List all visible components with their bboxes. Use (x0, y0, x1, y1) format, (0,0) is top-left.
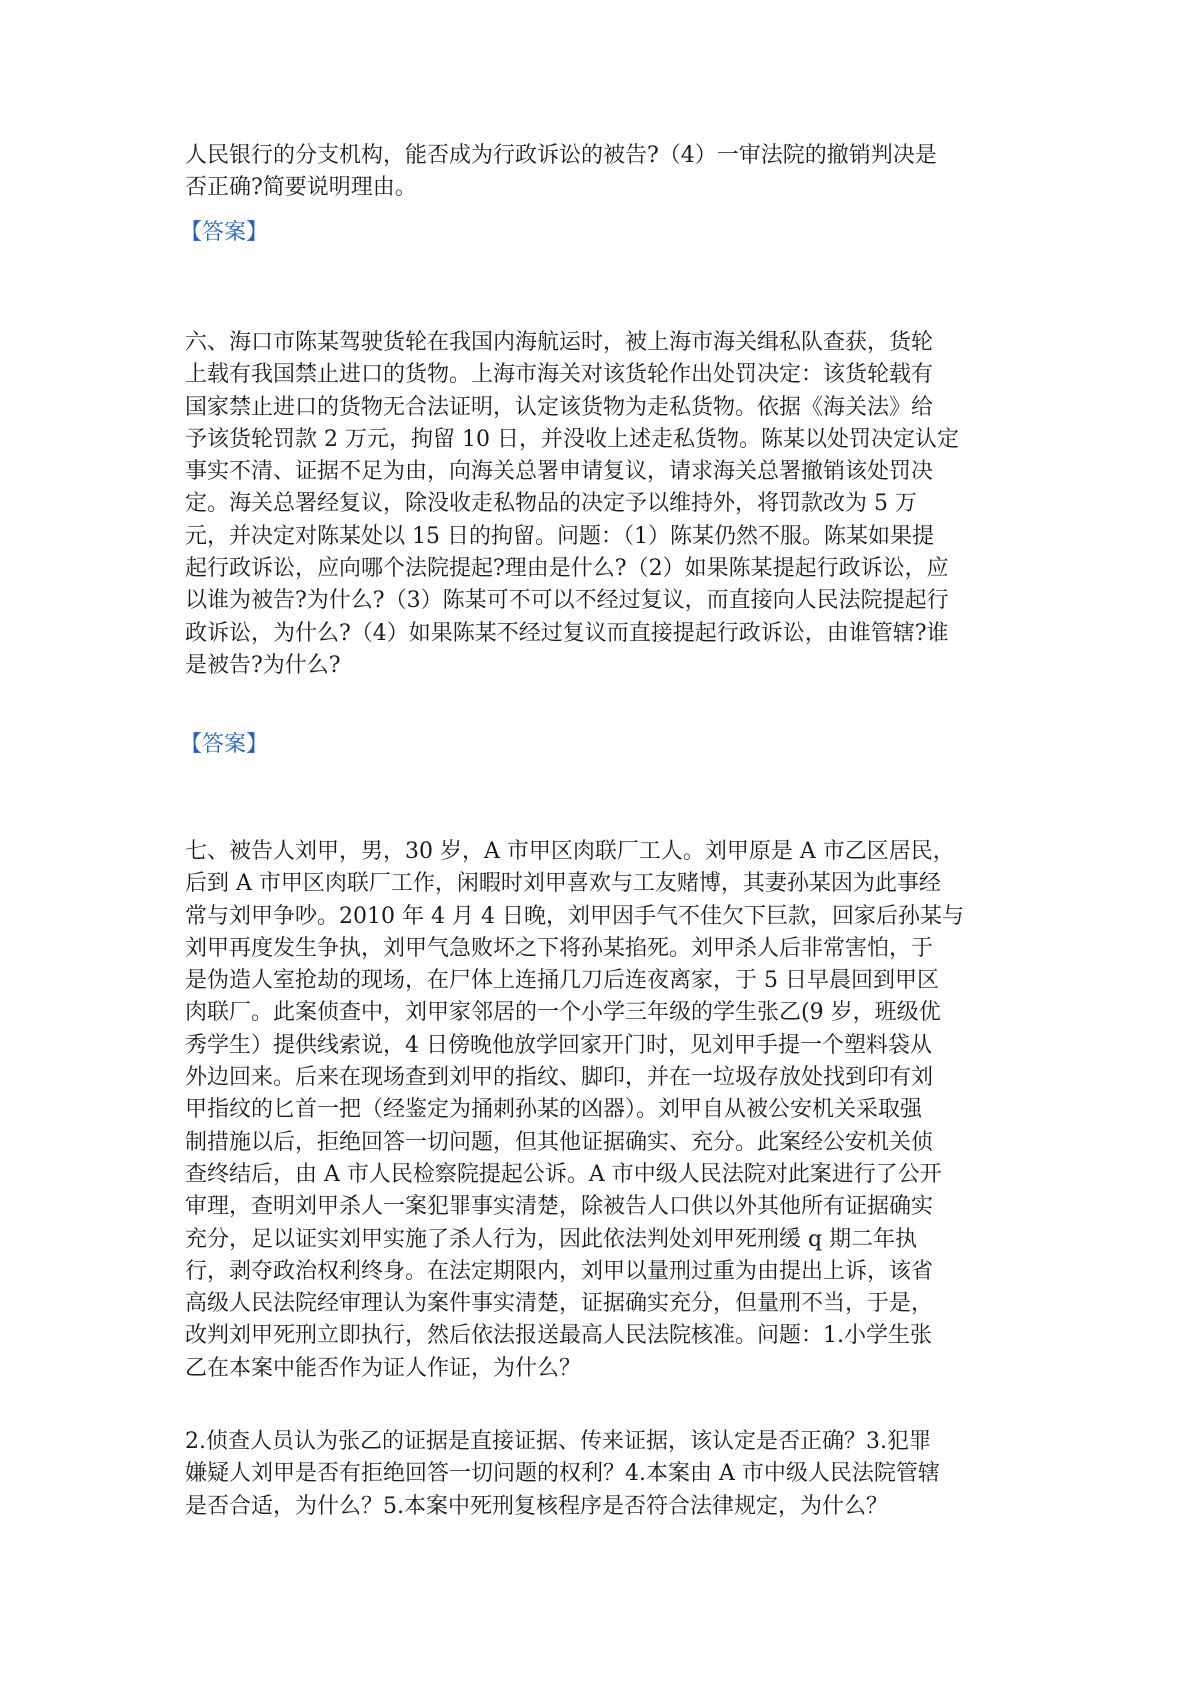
question-6 (185, 327, 1030, 682)
text-line: 是被告?为什么? (185, 652, 341, 678)
text-line: 定。海关总署经复议，除没收走私物品的决定予以维持外，将罚款改为 5 万 (185, 491, 917, 517)
text-line: 改判刘甲死刑立即执行，然后依法报送最高人民法院核准。问题：1.小学生张 (185, 1323, 932, 1349)
answer-label: 【答案】 (180, 732, 269, 757)
text-line: 行，剥夺政治权利终身。在法定期限内，刘甲以量刑过重为由提出上诉，该省 (185, 1258, 934, 1284)
text-line: 七、被告人刘甲，男，30 岁，A 市甲区肉联厂工人。刘甲原是 A 市乙区居民， (185, 839, 955, 864)
text-line: 人民银行的分支机构，能否成为行政诉讼的被告?（4）一审法院的撤销判决是 (185, 143, 937, 168)
text-line: 后到 A 市甲区肉联厂工作，闲暇时刘甲喜欢与工友赌博，其妻孙某因为此事经 (185, 871, 941, 897)
question-7-subquestions (185, 1426, 1030, 1523)
text-line: 乙在本案中能否作为证人作证，为什么？ (185, 1355, 582, 1381)
question-7 (185, 836, 1030, 1385)
text-line: 甲指纹的匕首一把（经鉴定为捅刺孙某的凶器）。刘甲自从被公安机关采取强 (185, 1097, 923, 1123)
text-line: 事实不清、证据不足为由，向海关总署申请复议，请求海关总署撤销该处罚决 (185, 459, 934, 485)
text-line: 充分，足以证实刘甲实施了杀人行为，因此依法判处刘甲死刑缓 q 期二年执 (185, 1226, 918, 1252)
text-line: 是否合适，为什么？5.本案中死刑复核程序是否符合法律规定，为什么？ (185, 1493, 888, 1519)
text-line: 以谁为被告?为什么?（3）陈某可不可以不经过复议，而直接向人民法院提起行 (185, 588, 949, 614)
text-line: 制措施以后，拒绝回答一切问题，但其他证据确实、充分。此案经公安机关侦 (185, 1129, 934, 1155)
text-line: 是伪造人室抢劫的现场，在尸体上连捅几刀后连夜离家，于 5 日早晨回到甲区 (185, 968, 939, 994)
text-line: 国家禁止进口的货物无合法证明，认定该货物为走私货物。依据《海关法》给 (185, 394, 934, 420)
text-line: 查终结后，由 A 市人民检察院提起公诉。A 市中级人民法院对此案进行了公开 (185, 1161, 942, 1187)
text-line: 否正确?简要说明理由。 (185, 175, 417, 201)
text-line: 2.侦查人员认为张乙的证据是直接证据、传来证据，该认定是否正确？3.犯罪 (185, 1429, 931, 1454)
text-line: 肉联厂。此案侦查中，刘甲家邻居的一个小学三年级的学生张乙(9 岁，班级优 (185, 1000, 941, 1026)
answer-label: 【答案】 (180, 220, 269, 245)
text-line: 元，并决定对陈某处以 15 日的拘留。问题：（1）陈某仍然不服。陈某如果提 (185, 523, 934, 549)
text-line: 常与刘甲争吵。2010 年 4 月 4 日晚，刘甲因手气不佳欠下巨款，回家后孙某与 (185, 903, 964, 929)
text-line: 秀学生）提供线索说，4 日傍晚他放学回家开门时，见刘甲手提一个塑料袋从 (185, 1032, 932, 1058)
text-line: 刘甲再度发生争执，刘甲气急败坏之下将孙某掐死。刘甲杀人后非常害怕，于 (185, 935, 934, 961)
text-line: 高级人民法院经审理认为案件事实清楚，证据确实充分，但量刑不当，于是， (185, 1291, 934, 1317)
text-line: 嫌疑人刘甲是否有拒绝回答一切问题的权利？4.本案由 A 市中级人民法院管辖 (185, 1461, 940, 1487)
question-5-tail (185, 140, 1030, 205)
text-line: 外边回来。后来在现场查到刘甲的指纹、脚印，并在一垃圾存放处找到印有刘 (185, 1065, 934, 1091)
text-line: 起行政诉讼，应向哪个法院提起?理由是什么?（2）如果陈某提起行政诉讼，应 (185, 556, 949, 582)
text-line: 政诉讼，为什么?（4）如果陈某不经过复议而直接提起行政诉讼，由谁管辖?谁 (185, 620, 949, 646)
text-line: 六、海口市陈某驾驶货轮在我国内海航运时，被上海市海关缉私队查获，货轮 (185, 330, 934, 355)
text-line: 审理，查明刘甲杀人一案犯罪事实清楚，除被告人口供以外其他所有证据确实 (185, 1194, 934, 1220)
text-line: 上载有我国禁止进口的货物。上海市海关对该货轮作出处罚决定：该货轮载有 (185, 362, 934, 388)
text-line: 予该货轮罚款 2 万元，拘留 10 日，并没收上述走私货物。陈某以处罚决定认定 (185, 426, 959, 452)
